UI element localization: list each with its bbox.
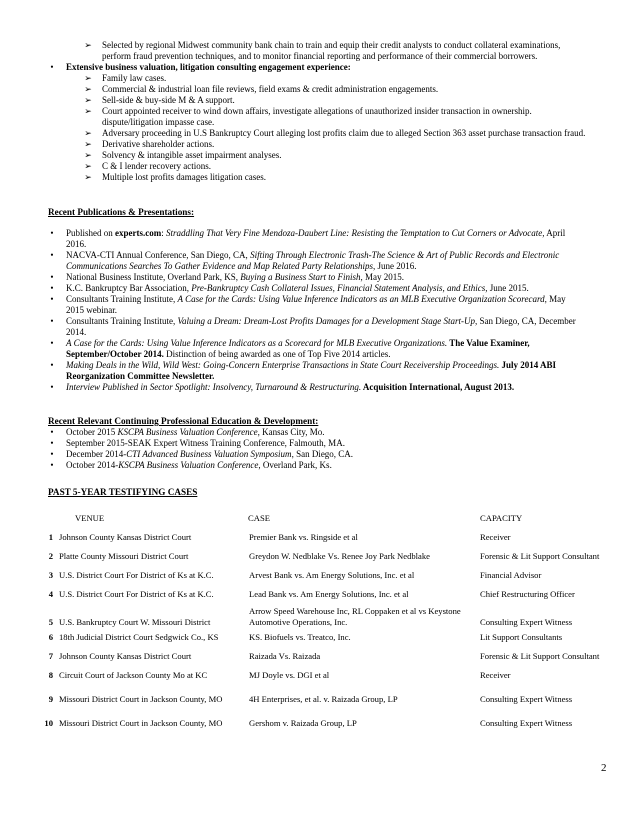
publication-text: Published on bbox=[66, 228, 116, 238]
publication-text: Making Deals in the Wild, Wild West: Going-Concern Enterprise Transactions in State Court Receivership Proceedings. bbox=[66, 360, 500, 370]
page-number: 2 bbox=[601, 762, 607, 774]
publication-text: Buying a Business Start to Finish, bbox=[240, 272, 363, 282]
venue-cell: 18th Judicial District Court Sedgwick Co., KS bbox=[59, 631, 219, 642]
venue-cell: U.S. Bankruptcy Court W. Missouri District bbox=[59, 616, 211, 627]
table-row bbox=[40, 523, 620, 542]
case-cell: KS. Biofuels vs. Treatco, Inc. bbox=[249, 631, 351, 642]
publication-text: experts.com bbox=[115, 228, 162, 238]
dot-bullet-icon: • bbox=[50, 382, 54, 392]
case-cell: Premier Bank vs. Ringside et al bbox=[249, 531, 358, 542]
arrow-bullet-icon: ➢ bbox=[84, 139, 92, 149]
publication-item bbox=[0, 272, 638, 283]
capacity-cell: Receiver bbox=[480, 531, 511, 542]
dot-bullet-icon: • bbox=[50, 228, 54, 238]
publication-text: San Diego, CA, December bbox=[477, 316, 576, 326]
publication-text: NACVA-CTI Annual Conference, San Diego, CA, bbox=[66, 250, 251, 260]
lead-sub-bullet-line1: Selected by regional Midwest community bank chain to train and equip their credit analysts to conduct collateral examinations, bbox=[102, 40, 561, 50]
publication-text: Consultants Training Institute, bbox=[66, 294, 178, 304]
sub-bullet-text: Sell-side & buy-side M & A support. bbox=[102, 95, 235, 105]
publication-text: A Case for the Cards: Using Value Inference Indicators as an MLB Executive Organization Scorecard, bbox=[177, 294, 547, 304]
venue-cell: Missouri District Court in Jackson County, MO bbox=[59, 693, 223, 704]
row-number: 6 bbox=[48, 631, 53, 642]
education-item bbox=[0, 438, 638, 449]
dot-bullet-icon: • bbox=[50, 360, 54, 370]
education-text: KSCPA Business Valuation Conference bbox=[118, 460, 259, 470]
table-row bbox=[40, 704, 620, 728]
table-row bbox=[40, 561, 620, 580]
arrow-bullet-icon: ➢ bbox=[84, 161, 92, 171]
publication-text: Communications Searches To Gather Evidence and Map Related Party Relationships bbox=[66, 261, 374, 271]
education-text: , San Diego, CA. bbox=[291, 449, 354, 459]
row-number: 3 bbox=[48, 569, 53, 580]
row-number: 5 bbox=[48, 616, 53, 627]
cases-heading-text: PAST 5-YEAR TESTIFYING CASES bbox=[48, 487, 198, 497]
row-number: 10 bbox=[44, 717, 53, 728]
sub-bullet-text: Solvency & intangible asset impairment analyses. bbox=[102, 150, 282, 160]
publications-list bbox=[0, 228, 638, 393]
sub-bullet bbox=[0, 172, 638, 183]
publication-text: National Business Institute, Overland Park, KS, bbox=[66, 272, 241, 282]
publication-text: Straddling That Very Fine Mendoza-Daubert Line: Resisting the Temptation to Cut Corners or Advocate, bbox=[166, 228, 545, 238]
dot-bullet-icon: • bbox=[50, 272, 54, 282]
dot-bullet-icon: • bbox=[50, 438, 54, 448]
sub-bullet-text: Adversary proceeding in U.S Bankruptcy Court alleging lost profits claim due to alleged Section 363 asset purchase transaction fraud. bbox=[102, 128, 586, 138]
publication-text: Consultants Training Institute, bbox=[66, 316, 178, 326]
publication-text: September/October 2014. bbox=[66, 349, 164, 359]
arrow-bullet-icon: ➢ bbox=[84, 172, 92, 182]
sub-bullet bbox=[0, 73, 638, 84]
table-row bbox=[40, 680, 620, 704]
arrow-bullet-icon: ➢ bbox=[84, 150, 92, 160]
publication-text: May bbox=[546, 294, 566, 304]
publication-text: Sifting Through Electronic Trash-The Science & Art of Public Records and Electronic bbox=[250, 250, 560, 260]
arrow-bullet-icon: ➢ bbox=[84, 128, 92, 138]
education-list bbox=[0, 427, 638, 471]
case-cell: Arvest Bank vs. Am Energy Solutions, Inc. et al bbox=[249, 569, 415, 580]
sub-bullet bbox=[0, 106, 638, 117]
case-cell: MJ Doyle vs. DGI et al bbox=[249, 669, 330, 680]
sub-bullet-text: Commercial & industrial loan file reviews, field exams & credit administration engagements. bbox=[102, 84, 439, 94]
capacity-cell: Consulting Expert Witness bbox=[480, 616, 573, 627]
publication-item bbox=[0, 338, 638, 360]
main-bullet: Extensive business valuation, litigation consulting engagement experience: bbox=[66, 62, 351, 72]
sub-bullet-text: C & I lender recovery actions. bbox=[102, 161, 211, 171]
lead-sub-bullet-line2: perform fraud prevention techniques, and to monitor financial reporting and performance of their commercial borrowers. bbox=[102, 51, 538, 61]
publication-text: The Value Examiner, bbox=[447, 338, 530, 348]
capacity-cell: Receiver bbox=[480, 669, 511, 680]
dot-bullet-icon: • bbox=[50, 338, 54, 348]
capacity-cell: Consulting Expert Witness bbox=[480, 717, 573, 728]
table-row bbox=[40, 580, 620, 599]
dot-bullet-icon: • bbox=[50, 316, 54, 326]
experience-section bbox=[0, 40, 638, 183]
column-header-case: CASE bbox=[248, 512, 270, 523]
venue-cell: U.S. District Court For District of Ks at K.C. bbox=[59, 588, 214, 599]
case-cell: Gershom v. Raizada Group, LP bbox=[249, 717, 357, 728]
publication-text: , June 2016. bbox=[373, 261, 417, 271]
education-item bbox=[0, 449, 638, 460]
publication-text: Interview Published in Sector Spotlight: Insolvency, Turnaround & Restructuring. bbox=[66, 382, 362, 392]
publication-item bbox=[0, 250, 638, 272]
capacity-cell: Financial Advisor bbox=[480, 569, 542, 580]
publication-text: Valuing a Dream: Dream-Lost Profits Damages for a Development Stage Start-Up, bbox=[177, 316, 478, 326]
table-row bbox=[40, 542, 620, 561]
education-text: October 2014- bbox=[66, 460, 119, 470]
sub-bullet-text: Multiple lost profits damages litigation cases. bbox=[102, 172, 266, 182]
row-number: 7 bbox=[48, 650, 53, 661]
publication-text: : bbox=[161, 228, 167, 238]
row-number: 1 bbox=[48, 531, 53, 542]
venue-cell: U.S. District Court For District of Ks at K.C. bbox=[59, 569, 214, 580]
sub-bullet bbox=[0, 161, 638, 172]
publications-heading: Recent Publications & Presentations: bbox=[48, 207, 195, 217]
arrow-bullet-icon: ➢ bbox=[84, 84, 92, 94]
venue-cell: Platte County Missouri District Court bbox=[59, 550, 189, 561]
arrow-bullet-icon: ➢ bbox=[84, 73, 92, 83]
capacity-cell: Forensic & Lit Support Consultant bbox=[480, 650, 600, 661]
sub-bullet-text: Derivative shareholder actions. bbox=[102, 139, 215, 149]
venue-cell: Johnson County Kansas District Court bbox=[59, 650, 192, 661]
row-number: 8 bbox=[48, 669, 53, 680]
publication-text: April bbox=[544, 228, 566, 238]
sub-bullet-text: dispute/litigation impasse case. bbox=[102, 117, 215, 127]
capacity-cell: Chief Restructuring Officer bbox=[480, 588, 575, 599]
dot-bullet-icon: • bbox=[50, 250, 54, 260]
publication-text: 2016. bbox=[66, 239, 87, 249]
sub-bullet-text: Family law cases. bbox=[102, 73, 167, 83]
case-cell: Raizada Vs. Raizada bbox=[249, 650, 321, 661]
venue-cell: Circuit Court of Jackson County Mo at KC bbox=[59, 669, 208, 680]
education-text: December 2014- bbox=[66, 449, 127, 459]
capacity-cell: Lit Support Consultants bbox=[480, 631, 563, 642]
publication-text: Acquisition International, August 2013. bbox=[361, 382, 515, 392]
table-row bbox=[40, 599, 620, 627]
sub-bullet bbox=[0, 139, 638, 150]
arrow-bullet-icon: ➢ bbox=[84, 95, 92, 105]
publication-item bbox=[0, 294, 638, 316]
dot-bullet-icon: • bbox=[50, 460, 54, 470]
education-heading: Recent Relevant Continuing Professional Education & Development: bbox=[48, 416, 319, 426]
education-text: CTI Advanced Business Valuation Symposium bbox=[126, 449, 292, 459]
column-header-venue: VENUE bbox=[75, 512, 105, 523]
sub-bullet bbox=[0, 95, 638, 106]
education-text: , Overland Park, Ks. bbox=[258, 460, 332, 470]
publication-text: A Case for the Cards: Using Value Inference Indicators as a Scorecard for MLB Executive Organizations. bbox=[66, 338, 448, 348]
publication-text: 2014. bbox=[66, 327, 87, 337]
row-number: 2 bbox=[48, 550, 53, 561]
education-text: September 2015-SEAK Expert Witness Training Conference, Falmouth, MA. bbox=[66, 438, 345, 448]
dot-bullet-icon: • bbox=[50, 283, 54, 293]
dot-bullet-icon: • bbox=[50, 294, 54, 304]
publication-text: Distinction of being awarded as one of Top Five 2014 articles. bbox=[163, 349, 391, 359]
venue-cell: Johnson County Kansas District Court bbox=[59, 531, 192, 542]
dot-bullet-icon: • bbox=[50, 427, 54, 437]
publication-item bbox=[0, 228, 638, 250]
publication-text: K.C. Bankruptcy Bar Association, bbox=[66, 283, 192, 293]
table-row bbox=[40, 661, 620, 680]
column-header-capacity: CAPACITY bbox=[480, 512, 523, 523]
table-row bbox=[40, 627, 620, 642]
row-number: 4 bbox=[48, 588, 53, 599]
capacity-cell: Consulting Expert Witness bbox=[480, 693, 573, 704]
case-cell: Arrow Speed Warehouse Inc, RL Coppaken et al vs Keystone Automotive Operations, Inc. bbox=[249, 606, 461, 627]
publication-item bbox=[0, 283, 638, 294]
dot-bullet-icon: • bbox=[50, 62, 54, 72]
education-text: , Kansas City, Mo. bbox=[257, 427, 325, 437]
dot-bullet-icon: • bbox=[50, 449, 54, 459]
sub-bullet bbox=[0, 128, 638, 139]
publication-text: July 2014 ABI bbox=[499, 360, 557, 370]
education-text: KSCPA Business Valuation Conference bbox=[117, 427, 258, 437]
arrow-bullet-icon: ➢ bbox=[84, 40, 92, 50]
arrow-bullet-icon: ➢ bbox=[84, 106, 92, 116]
sub-bullet bbox=[0, 150, 638, 161]
publication-text: Pre-Bankruptcy Cash Collateral Issues, Financial Statement Analysis, and Ethics, bbox=[191, 283, 488, 293]
sub-bullet bbox=[0, 84, 638, 95]
case-cell: Lead Bank vs. Am Energy Solutions, Inc. et al bbox=[249, 588, 409, 599]
education-item bbox=[0, 427, 638, 438]
capacity-cell: Forensic & Lit Support Consultant bbox=[480, 550, 600, 561]
cases-table bbox=[40, 510, 620, 728]
venue-cell: Missouri District Court in Jackson County, MO bbox=[59, 717, 223, 728]
sub-bullet bbox=[0, 117, 638, 128]
education-item bbox=[0, 460, 638, 471]
cases-heading bbox=[48, 487, 197, 497]
publication-text: 2015 webinar. bbox=[66, 305, 117, 315]
sub-bullet-text: Court appointed receiver to wind down affairs, investigate allegations of unauthorized insider transaction in ownership. bbox=[102, 106, 532, 116]
publication-text: May 2015. bbox=[362, 272, 404, 282]
table-row bbox=[40, 642, 620, 661]
publication-item bbox=[0, 382, 638, 393]
publication-text: June 2015. bbox=[487, 283, 529, 293]
publication-item bbox=[0, 360, 638, 382]
row-number: 9 bbox=[48, 693, 53, 704]
publication-text: Reorganization Committee Newsletter. bbox=[66, 371, 215, 381]
case-cell: 4H Enterprises, et al. v. Raizada Group, LP bbox=[249, 693, 398, 704]
case-cell: Greydon W. Nedblake Vs. Renee Joy Park Nedblake bbox=[249, 550, 430, 561]
publication-item bbox=[0, 316, 638, 338]
education-text: October 2015 bbox=[66, 427, 118, 437]
